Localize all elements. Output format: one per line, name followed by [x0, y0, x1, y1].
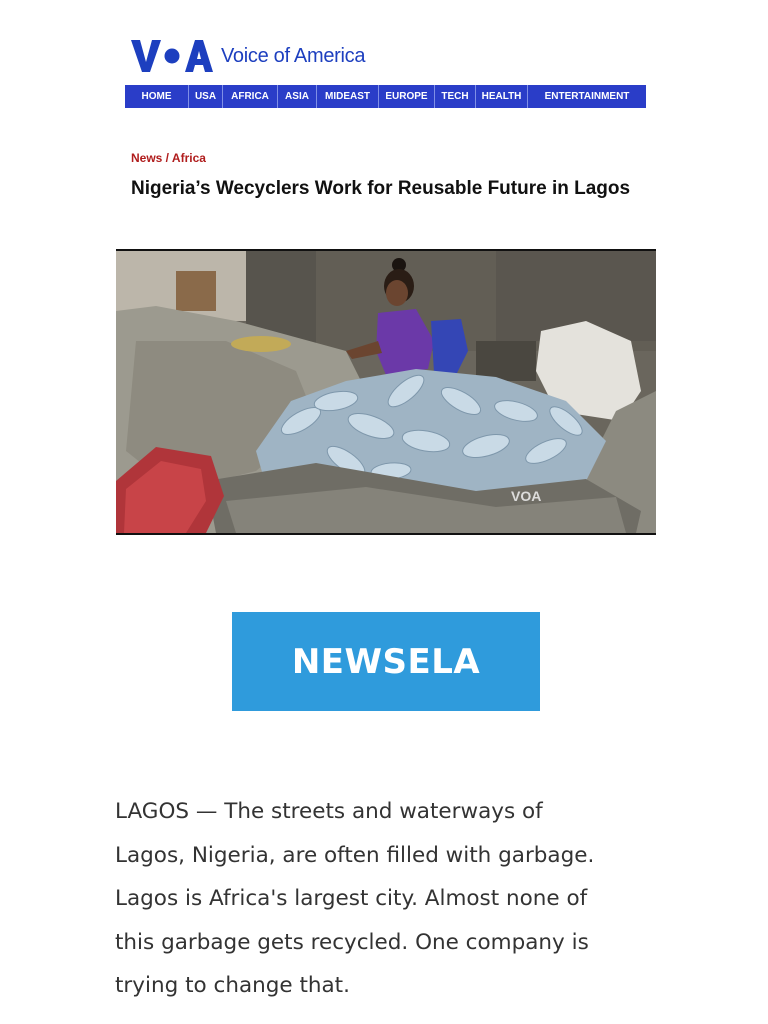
nav-item-europe[interactable]: EUROPE	[379, 85, 435, 108]
nav-item-mideast[interactable]: MIDEAST	[317, 85, 379, 108]
body-line: this garbage gets recycled. One company is	[115, 929, 589, 955]
nav-item-entertainment[interactable]: ENTERTAINMENT	[544, 91, 630, 102]
section-breadcrumb[interactable]: News / Africa	[131, 151, 206, 165]
photo-watermark: VOA	[511, 488, 542, 504]
article-title: Nigeria’s Wecyclers Work for Reusable Future in Lagos	[131, 178, 631, 199]
recycling-photo-icon	[116, 251, 656, 533]
section-nav	[125, 85, 646, 108]
nav-item-usa[interactable]: USA	[189, 85, 223, 108]
article-photo	[116, 249, 656, 535]
article-body	[115, 790, 675, 1008]
newsela-banner[interactable]: NEWSELA	[232, 612, 540, 711]
nav-item-africa[interactable]: AFRICA	[223, 85, 278, 108]
nav-item-asia[interactable]: ASIA	[278, 85, 317, 108]
body-line: Lagos is Africa's largest city. Almost none of	[115, 886, 588, 911]
body-line: LAGOS — The streets and waterways of	[115, 799, 543, 824]
nav-item-health[interactable]: HEALTH	[476, 85, 528, 108]
body-line: trying to change that.	[115, 973, 350, 998]
body-line: Lagos, Nigeria, are often filled with garbage.	[115, 842, 595, 868]
voa-logo[interactable]	[131, 38, 365, 74]
nav-item-home[interactable]: HOME	[125, 85, 189, 108]
nav-item-tech[interactable]: TECH	[435, 85, 476, 108]
voa-logo-icon	[131, 38, 213, 74]
logo-wordmark: Voice of America	[221, 44, 366, 67]
